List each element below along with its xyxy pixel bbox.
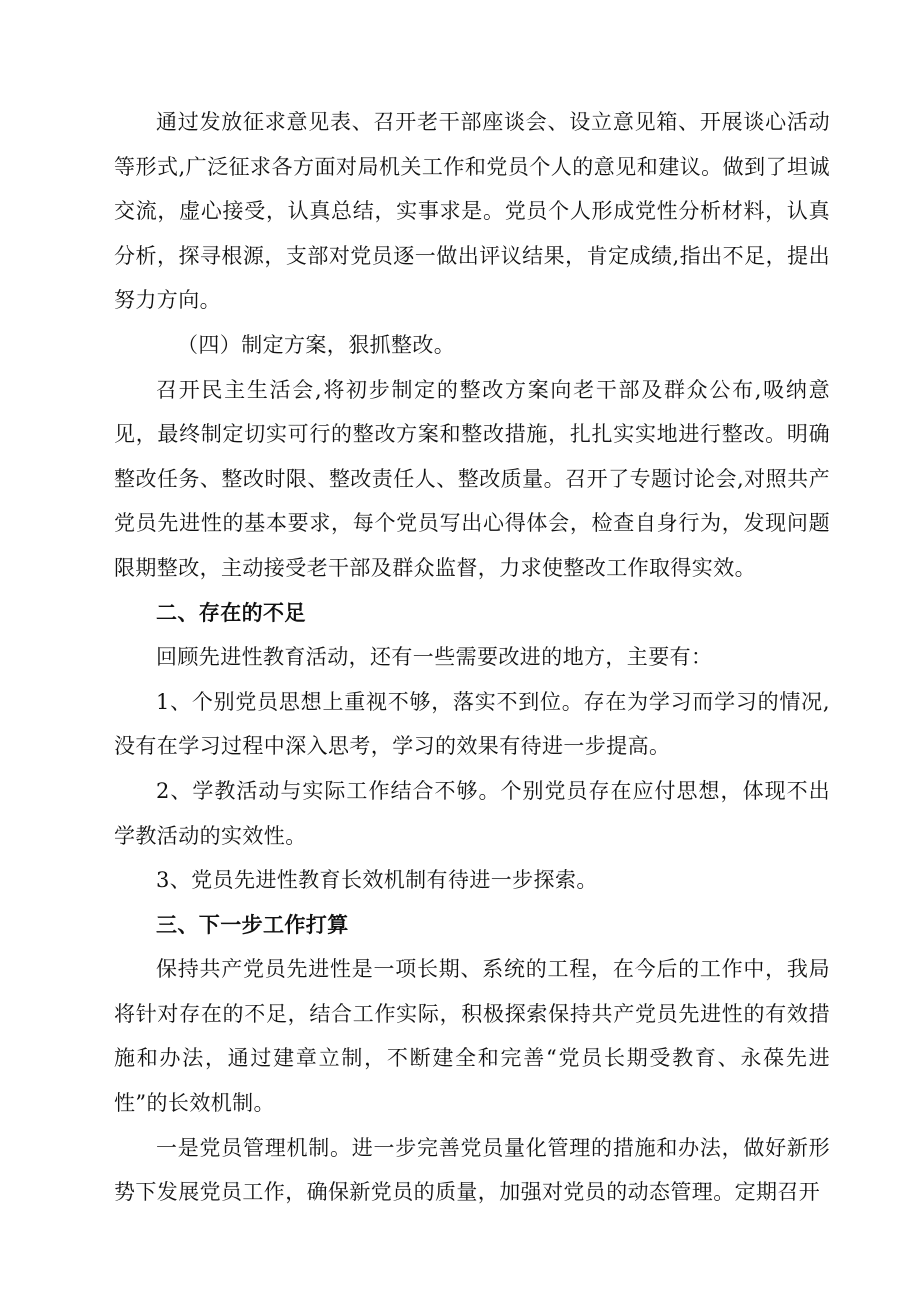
paragraph-feedback-collection: 通过发放征求意见表、召开老干部座谈会、设立意见箱、开展谈心活动等形式,广泛征求各方面对局机关工作和党员个人的意见和建议。做到了坦诚交流，虚心接受，认真总结，实事求是。党员个人形成党性分析材料，认真分析，探寻根源，支部对党员逐一做出评议结果，肯定成绩,指出不足，提出努力方向。 xyxy=(114,110,830,313)
list-item-2: 2、学教活动与实际工作结合不够。个别党员存在应付思想，体现不出学教活动的实效性。 xyxy=(114,778,830,848)
paragraph-democratic-meeting: 召开民主生活会,将初步制定的整改方案向老干部及群众公布,吸纳意见，最终制定切实可行的整改方案和整改措施，扎扎实实地进行整改。明确整改任务、整改时限、整改责任人、整改质量。召开了专题讨论会,对照共产党员先进性的基本要求，每个党员写出心得体会，检查自身行为，发现问题限期整改，主动接受老干部及群众监督，力求使整改工作取得实效。 xyxy=(114,377,830,580)
paragraph-review-intro: 回顾先进性教育活动，还有一些需要改进的地方，主要有： xyxy=(156,645,713,670)
list-item-3: 3、党员先进性教育长效机制有待进一步探索。 xyxy=(156,868,598,893)
list-item-1: 1、个别党员思想上重视不够，落实不到位。存在为学习而学习的情况,没有在学习过程中深入思考，学习的效果有待进一步提高。 xyxy=(114,689,830,759)
paragraph-long-term-mechanism: 保持共产党员先进性是一项长期、系统的工程，在今后的工作中，我局将针对存在的不足，结合工作实际，积极探索保持共产党员先进性的有效措施和办法，通过建章立制，不断建全和完善“党员长期受教育、永葆先进性”的长效机制。 xyxy=(114,957,830,1116)
document-body xyxy=(114,100,830,1215)
section-heading-shortcomings: 二、存在的不足 xyxy=(156,599,306,625)
section-heading-next-steps: 三、下一步工作打算 xyxy=(156,911,349,937)
subheading-rectification-plan: （四）制定方案，狠抓整改。 xyxy=(177,332,456,357)
paragraph-member-management: 一是党员管理机制。进一步完善党员量化管理的措施和办法，做好新形势下发展党员工作，确保新党员的质量，加强对党员的动态管理。定期召开 xyxy=(114,1135,830,1205)
